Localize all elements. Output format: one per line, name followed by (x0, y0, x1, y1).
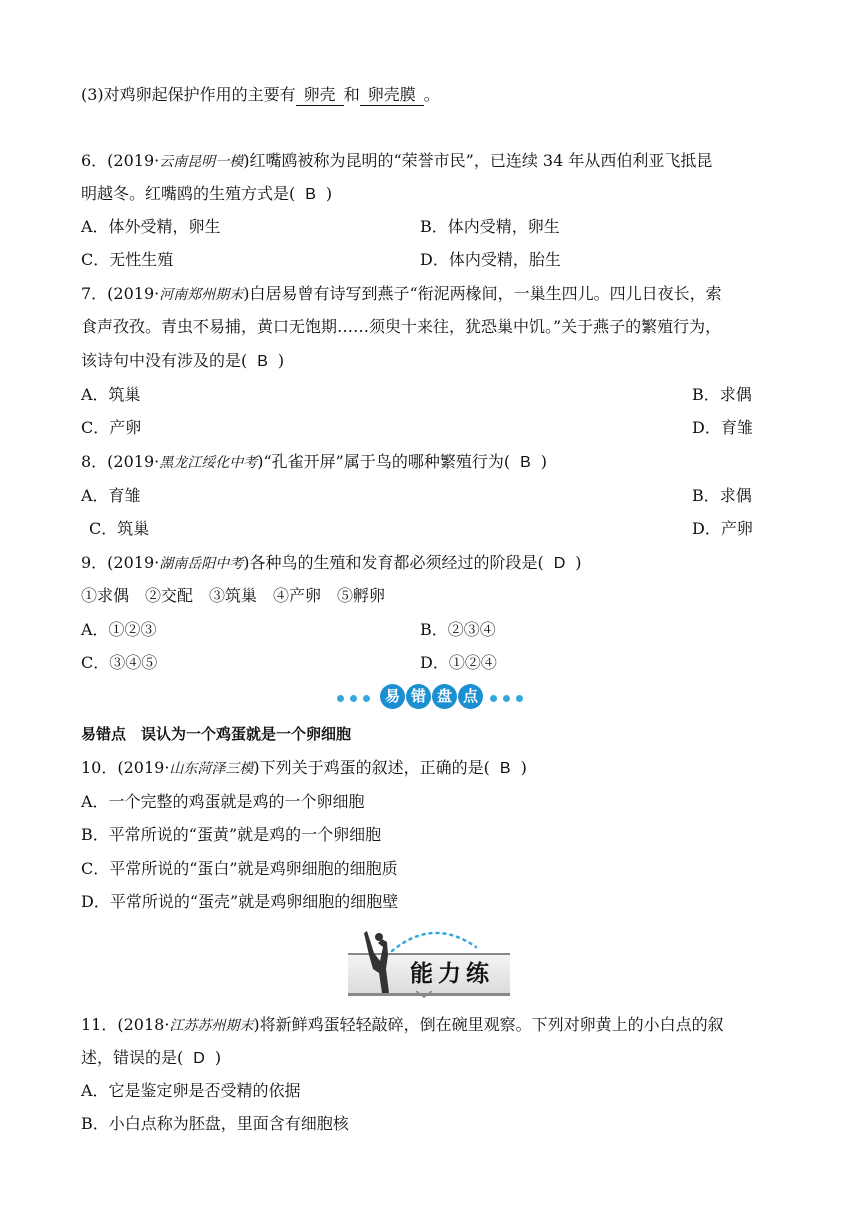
q6-line-2 (81, 183, 332, 206)
q6-source: 云南昆明一模 (159, 154, 244, 170)
q10-close: ) (520, 758, 527, 777)
pointer-icon (416, 991, 432, 998)
q7-close: ) (277, 351, 285, 370)
q9-items: ①求偶 ②交配 ③筑巢 ④产卵 ⑤孵卵 (81, 586, 386, 605)
q6-text: )红嘴鸥被称为昆明的“荣誉市民”，已连续 34 年从西伯利亚飞抵昆 (243, 151, 713, 170)
q10-answer: B (499, 760, 511, 777)
q7-option-a: A．筑巢 (81, 385, 141, 404)
q10-number: 10．(2019· (81, 758, 170, 777)
q8-option-c: C．筑巢 (89, 519, 150, 538)
q7-line-3 (81, 350, 284, 373)
q7-option-b: B．求偶 (692, 385, 752, 404)
q9-source: 湖南岳阳中考 (159, 556, 244, 572)
q6-answer: B (305, 186, 316, 203)
mistake-label: 易错点 误认为一个鸡蛋就是一个卵细胞 (81, 725, 352, 743)
q10-option-c: C．平常所说的“蛋白”就是鸡卵细胞的细胞质 (81, 859, 398, 878)
banner-dot (490, 695, 497, 702)
q9-line-1 (81, 552, 582, 575)
q7-number: 7．(2019· (81, 284, 160, 303)
q9-option-a: A．①②③ (81, 620, 157, 639)
section-title: 能力练 (410, 961, 494, 987)
q10-option-a: A．一个完整的鸡蛋就是鸡的一个卵细胞 (81, 792, 365, 811)
q11-option-b: B．小白点称为胚盘，里面含有细胞核 (81, 1114, 349, 1133)
q11-text-2: 述，错误的是( (81, 1048, 184, 1067)
q7-source: 河南郑州期末 (159, 287, 244, 303)
q3-end: 。 (423, 85, 440, 104)
q6-text-2: 明越冬。红嘴鸥的生殖方式是( (81, 184, 296, 203)
q3-blank-1: 卵壳 (296, 85, 344, 106)
q6-option-d: D．体内受精，胎生 (420, 250, 561, 269)
q8-text: )“孔雀开屏”属于鸟的哪种繁殖行为( (257, 452, 511, 471)
q6-option-c: C．无性生殖 (81, 250, 174, 269)
q8-option-a: A．育雏 (81, 486, 141, 505)
q8-line-1 (81, 451, 547, 474)
q10-source: 山东菏泽三模 (169, 761, 254, 777)
q9-option-d: D．①②④ (420, 653, 497, 672)
q7-line-1 (81, 283, 722, 306)
q7-option-d: D．育雏 (692, 418, 753, 437)
q11-line-2 (81, 1047, 221, 1070)
q10-text: )下列关于鸡蛋的叙述，正确的是( (253, 758, 490, 777)
q11-option-a: A．它是鉴定卵是否受精的依据 (81, 1081, 301, 1100)
q7-text-3: 该诗句中没有涉及的是( (81, 351, 248, 370)
q9-number: 9．(2019· (81, 553, 160, 572)
banner-char: 错 (406, 684, 431, 709)
banner-char: 点 (458, 684, 483, 709)
banner-dot (337, 695, 344, 702)
q7-answer: B (257, 353, 268, 370)
q11-source: 江苏苏州期末 (169, 1018, 254, 1034)
q9-option-b: B．②③④ (420, 620, 496, 639)
q7-text: )白居易曾有诗写到燕子“衔泥两椽间，一巢生四儿。四儿日夜长，索 (243, 284, 722, 303)
q9-answer: D (553, 555, 566, 572)
q7-option-c: C．产卵 (81, 418, 142, 437)
mistake-review-banner (330, 684, 530, 712)
q8-answer: B (520, 454, 531, 471)
q10-option-b: B．平常所说的“蛋黄”就是鸡的一个卵细胞 (81, 825, 382, 844)
q10-line-1 (81, 757, 527, 780)
banner-dot (503, 695, 510, 702)
arc-dots-icon (388, 925, 483, 955)
q3-text: (3)对鸡卵起保护作用的主要有 (81, 85, 296, 104)
ability-practice-header (348, 925, 513, 995)
q6-option-b: B．体内受精，卵生 (420, 217, 560, 236)
q9-close: ) (575, 553, 582, 572)
q6-close: ) (325, 184, 333, 203)
q8-close: ) (540, 452, 548, 471)
q3-blank-2: 卵壳膜 (360, 85, 424, 106)
q9-text: )各种鸟的生殖和发育都必须经过的阶段是( (243, 553, 544, 572)
q10-option-d: D．平常所说的“蛋壳”就是鸡卵细胞的细胞壁 (81, 892, 399, 911)
q7-line-2: 食声孜孜。青虫不易捕，黄口无饱期……须臾十来往，犹恐巢中饥。”关于燕子的繁殖行为， (81, 317, 722, 336)
banner-char: 易 (380, 684, 405, 709)
q6-option-a: A．体外受精，卵生 (81, 217, 221, 236)
q8-source: 黑龙江绥化中考 (159, 455, 258, 471)
q11-answer: D (193, 1050, 205, 1067)
banner-dot (350, 695, 357, 702)
q6-line-1 (81, 150, 712, 173)
q3-and: 和 (343, 85, 360, 104)
banner-dot (363, 695, 370, 702)
q8-option-d: D．产卵 (692, 519, 753, 538)
banner-char: 盘 (432, 684, 457, 709)
q8-number: 8．(2019· (81, 452, 160, 471)
q11-text: )将新鲜鸡蛋轻轻敲碎，倒在碗里观察。下列对卵黄上的小白点的叙 (253, 1015, 724, 1034)
q11-number: 11．(2018· (81, 1015, 170, 1034)
q3-line (81, 84, 440, 106)
q6-number: 6．(2019· (81, 151, 160, 170)
q8-option-b: B．求偶 (692, 486, 752, 505)
q11-close: ) (214, 1048, 222, 1067)
q9-option-c: C．③④⑤ (81, 653, 158, 672)
q11-line-1 (81, 1014, 724, 1037)
banner-dot (516, 695, 523, 702)
